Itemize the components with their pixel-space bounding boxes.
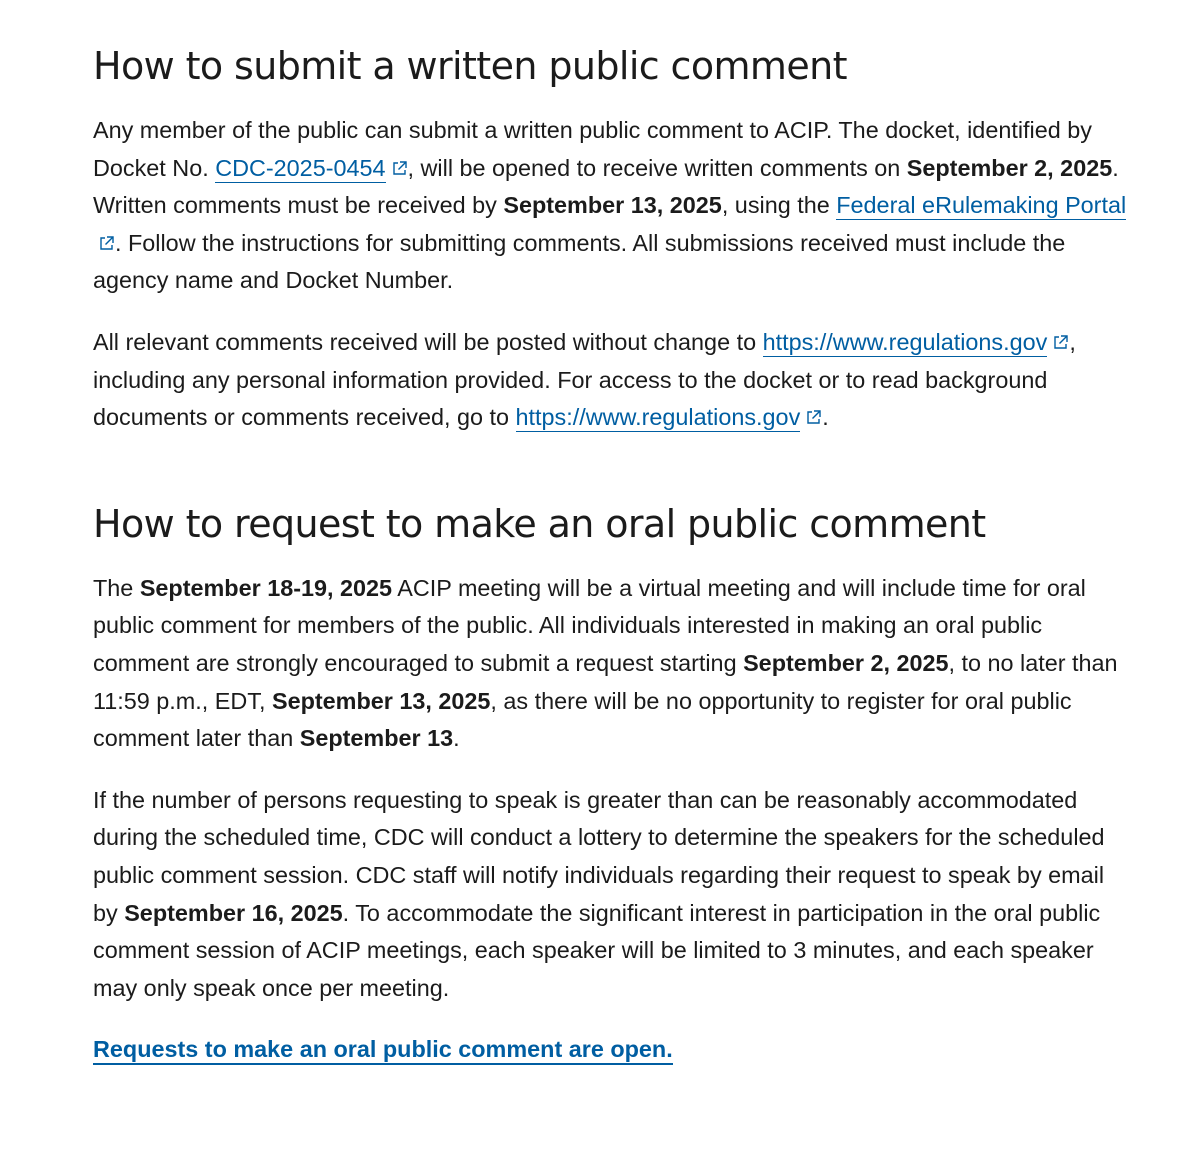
- erulemaking-portal-link[interactable]: [836, 192, 1126, 220]
- oral-comment-paragraph-1: [93, 570, 1133, 758]
- oral-comment-paragraph-2: [93, 782, 1133, 1008]
- regulations-link-label: https://www.regulations.gov: [515, 404, 801, 431]
- written-comment-paragraph-1: [93, 112, 1133, 300]
- heading-written-comment: How to submit a written public comment: [93, 44, 847, 88]
- requests-link-paragraph: [93, 1031, 1133, 1069]
- registration-last-date: September 13: [299, 725, 454, 752]
- text-span: . Written comments must be received by: [93, 154, 1119, 219]
- regulations-link-label: https://www.regulations.gov: [762, 328, 1048, 355]
- external-link-icon: [98, 235, 115, 252]
- external-link-icon: [391, 160, 408, 177]
- text-span: ACIP meeting will be a virtual meeting and will include time for oral public comment for members of the public. All individuals interested in making an oral public comment are strongly encouraged to submit a request starting: [93, 574, 1086, 676]
- notify-date: September 16, 2025: [124, 899, 343, 926]
- written-comment-paragraph-2: [93, 324, 1133, 437]
- text-span: . To accommodate the significant interest in participation in the oral public comment session of ACIP meetings, each speaker will be limited to 3 minutes, and each speaker may only speak once per meeting.: [93, 899, 1101, 1001]
- request-start-date: September 2, 2025: [743, 649, 949, 676]
- docket-link-label: CDC-2025-0454: [215, 154, 386, 181]
- date-close: September 13, 2025: [503, 192, 722, 219]
- external-link-icon: [1052, 334, 1069, 351]
- text-span: , using the: [721, 192, 837, 219]
- regulations-gov-link-2[interactable]: [516, 404, 801, 432]
- portal-link-label: Federal eRulemaking Portal: [836, 192, 1127, 219]
- heading-oral-comment: How to request to make an oral public comment: [93, 501, 986, 546]
- text-span: If the number of persons requesting to speak is greater than can be reasonably accommodated during the scheduled time, CDC will conduct a lottery to determine the speakers for the scheduled public comment session. CDC staff will notify individuals regarding their request to speak by email by: [93, 786, 1105, 926]
- regulations-gov-link-1[interactable]: [763, 329, 1048, 357]
- request-end-date: September 13, 2025: [271, 687, 491, 714]
- meeting-dates: September 18-19, 2025: [139, 574, 393, 601]
- oral-comment-requests-link[interactable]: Requests to make an oral public comment are open.: [93, 1036, 673, 1065]
- text-span: , will be opened to receive written comments on: [407, 154, 907, 181]
- text-span: All relevant comments received will be posted without change to: [93, 328, 763, 355]
- date-open: September 2, 2025: [906, 154, 1113, 181]
- text-span: Any member of the public can submit a written public comment to ACIP. The docket, identified by Docket No.: [93, 117, 1092, 181]
- text-span: , including any personal information provided. For access to the docket or to read background documents or comments received, go to: [93, 328, 1076, 431]
- text-span: , as there will be no opportunity to register for oral public comment later than: [93, 687, 1072, 752]
- text-span: The: [93, 574, 140, 601]
- docket-link[interactable]: [215, 155, 385, 183]
- text-span: , to no later than 11:59 p.m., EDT,: [93, 649, 1118, 714]
- text-span: .: [453, 725, 460, 752]
- external-link-icon: [805, 409, 822, 426]
- main-content: [93, 0, 1133, 1093]
- text-span: . Follow the instructions for submitting comments. All submissions received must include the agency name and Docket Number.: [93, 229, 1066, 294]
- text-span: .: [822, 404, 829, 431]
